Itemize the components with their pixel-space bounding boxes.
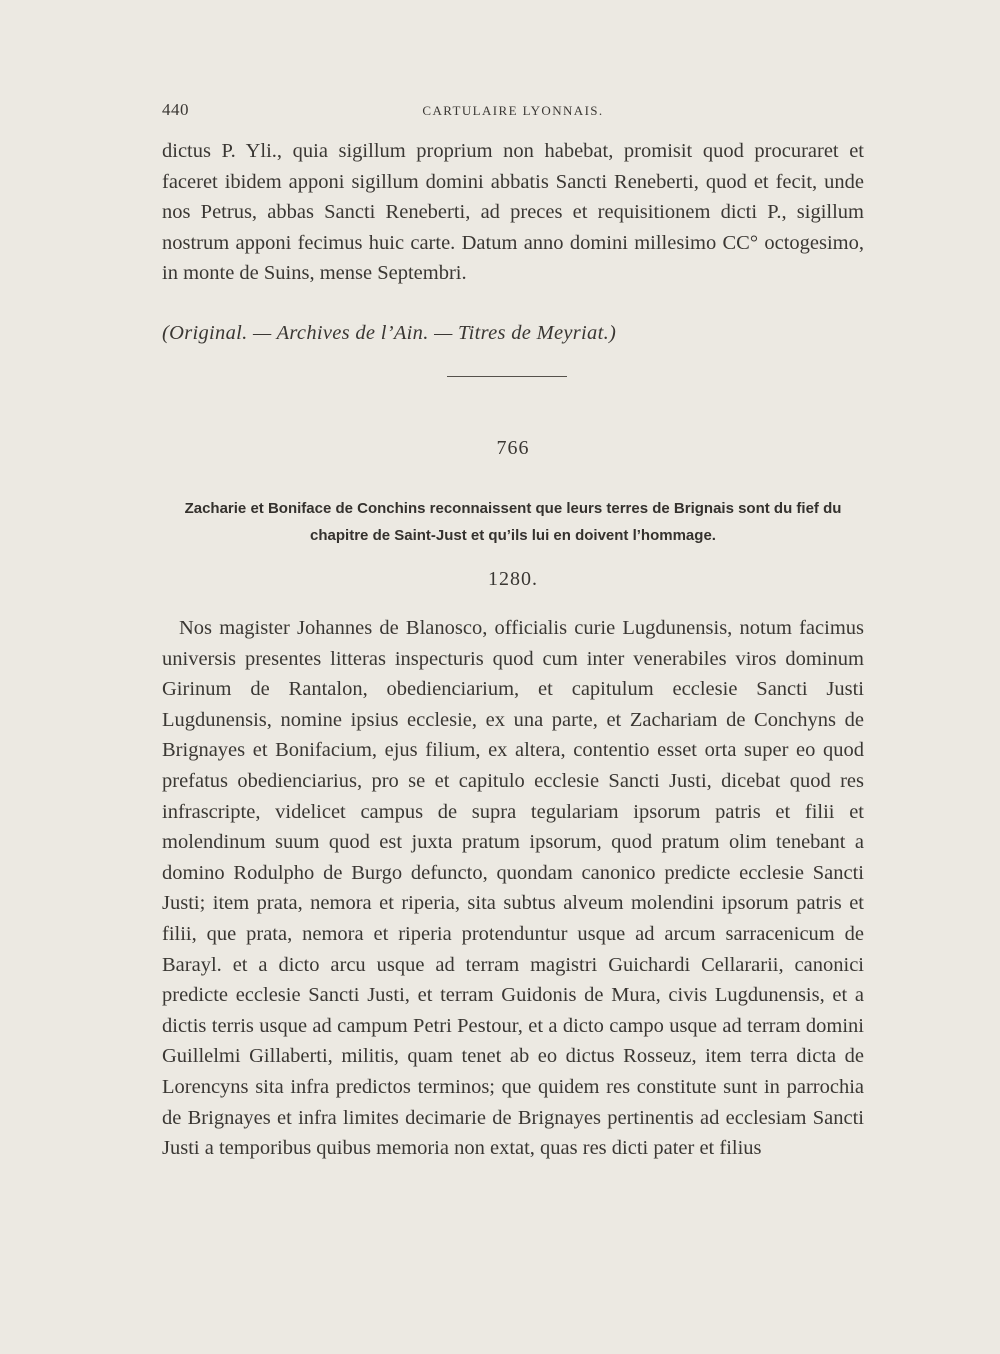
previous-document-paragraph: dictus P. Yli., quia sigillum proprium non habebat, promisit quod procuraret et faceret ibidem apponi sigillum domini abbatis Sancti Reneberti, quod et fecit, unde nos Petrus, abbas Sancti Reneberti, ad preces et requisitionem dicti P., sigillum nostrum apponi fecimus huic carte. Datum anno domini millesimo CC° octogesimo, in monte de Suins, mense Septembri. <box>162 140 864 285</box>
section-divider <box>447 376 567 377</box>
running-head <box>162 100 864 122</box>
running-title: CARTULAIRE LYONNAIS. <box>422 103 604 118</box>
page-number: 440 <box>162 100 189 119</box>
document-number: 766 <box>496 437 530 459</box>
previous-document-text <box>162 136 864 289</box>
document-date: 1280. <box>488 568 538 590</box>
document-paragraph: Nos magister Johannes de Blanosco, officialis curie Lugdunensis, notum facimus universis presentes litteras inspecturis quod cum inter venerabiles viros dominum Girinum de Rantalon, obedienciarium, et capitulum ecclesie Sancti Justi Lugdunensis, nomine ipsius ecclesie, ex una parte, et Zachariam de Conchyns de Brignayes et Bonifacium, ejus filium, ex altera, contentio esset orta super eo quod prefatus obedienciarius, pro se et capitulo ecclesie Sancti Justi, dicebat quod res infrascripte, videlicet campus de supra tegulariam ipsorum patris et filii et molendinum suum quod est juxta pratum ipsorum, quod pratum olim tenebant a domino Rodulpho de Burgo defuncto, quondam canonico predicte ecclesie Sancti Justi; item prata, nemora et riperia, sita subtus alveum molendini ipsorum patris et filii, que prata, nemora et riperia protenduntur usque ad arcum sarracenicum de Barayl. et a dicto arcu usque ad terram magistri Guichardi Cellararii, canonici predicte ecclesie Sancti Justi, et terram Guidonis de Mura, civis Lugdunensis, et a dictis terris usque ad campum Petri Pestour, et a dicto campo usque ad terram domini Guillelmi Gillaberti, militis, quam tenet ab eo dictus Rosseuz, item terra dicta de Lorencyns sita infra predictos terminos; que quidem res constitute sunt in parrochia de Brignayes et infra limites decimarie de Brignayes pertinentis ad ecclesiam Sancti Justi a temporibus quibus memoria non extat, quas res dicti pater et filius <box>162 617 864 1160</box>
source-citation: (Original. — Archives de l’Ain. — Titres de Meyriat.) <box>162 322 617 344</box>
document-body <box>162 613 864 1164</box>
document-summary: Zacharie et Boniface de Conchins reconnaissent que leurs terres de Brignais sont du fief du chapitre de Saint-Just et qu’ils lui en doivent l’hommage. <box>184 500 842 544</box>
